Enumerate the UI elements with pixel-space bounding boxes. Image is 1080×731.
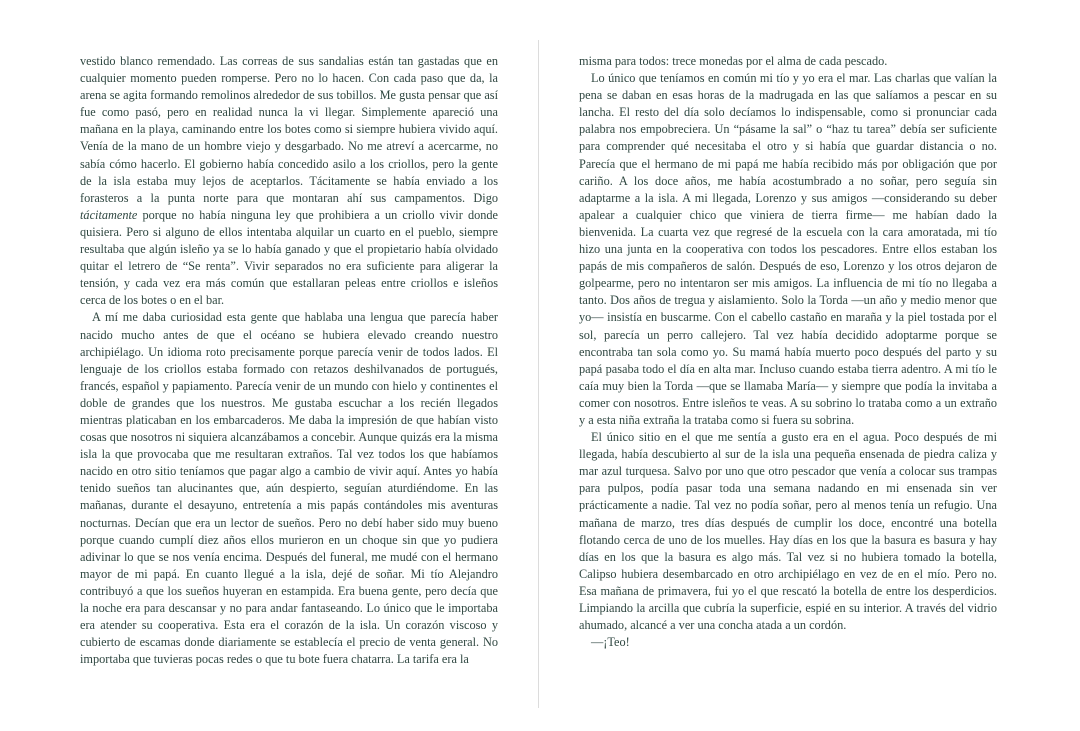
dialogue-line: —¡Teo! (591, 635, 630, 650)
paragraph-text: misma para todos: trece monedas por el alma de cada pescado. (579, 54, 888, 68)
paragraph-text: vestido blanco remendado. Las correas de sus sandalias están tan gastadas que en cualquier momento pueden romperse. Pero no lo hacen. Con cada paso que da, la arena se agita formando remolinos alrededor de sus tobillos. Me gusta pensar que así fue como pasó, pero en realidad nunca la vi llegar. Simplemente apareció una mañana en la playa, caminando entre los botes como si siempre hubiera vivido aquí. Venía de la mano de un hombre viejo y desgarbado. No me atreví a acercarme, no sabía cómo hacerlo. El gobierno había concedido asilo a los criollos, pero la gente de la isla estaba muy lejos de aceptarlos. Tácitamente se había enviado a los forasteros a la punta norte para que montaran ahí sus campamentos. Digo (80, 54, 498, 205)
left-page (80, 53, 498, 668)
right-paragraph-4 (579, 634, 997, 651)
right-page (579, 53, 997, 651)
paragraph-text: Lo único que teníamos en común mi tío y yo era el mar. Las charlas que valían la pena se daban en esas horas de la madrugada en las que salíamos a pescar en su lancha. El resto del día solo decíamos lo indispensable, como si pronunciar cada palabra nos empobreciera. Un “pásame la sal” o “haz tu tarea” debía ser suficiente para comprender qué necesitaba el otro y si había que guardar distancia o no. Parecía que el hermano de mi papá me había recibido más por obligación que por cariño. A los doce años, me había acostumbrado a no soñar, pero seguía sin adaptarme a la isla. A mi llegada, Lorenzo y sus amigos —considerando su deber apalear a cualquier chico que viniera de tierra firme— me habían dado la bienvenida. La cuarta vez que regresé de la escuela con la cara amoratada, mi tío hizo una junta en la cooperativa con todos los pescadores. Entre ellos estaban los papás de mis compañeros de salón. Después de eso, Lorenzo y los otros dejaron de golpearme, pero no intentaron ser mis amigos. La influencia de mi tío no llegaba a tanto. Dos años de tregua y aislamiento. Solo la Torda —un año y medio menor que yo— insistía en buscarme. Con el cabello castaño en maraña y la piel tostada por el sol, parecía un perro callejero. Tal vez había decidido adoptarme porque se encontraba tan sola como yo. Su mamá había muerto poco después del parto y su papá pasaba todo el día en alta mar. Incluso cuando estaba tierra adentro. A mi tío le caía muy bien la Torda —que se llamaba María— y siempre que podía la invitaba a comer con nosotros. Entre isleños te veas. A su sobrino lo trataba como a un extraño y a esta niña extraña la trataba como si fuera su sobrina. (579, 71, 997, 427)
page-gutter-divider (538, 40, 539, 708)
emphasized-word: tácitamente (80, 207, 138, 222)
left-paragraph-2 (80, 309, 498, 668)
right-paragraph-2 (579, 70, 997, 429)
left-paragraph-1 (80, 53, 498, 309)
paragraph-text: A mí me daba curiosidad esta gente que hablaba una lengua que parecía haber nacido mucho antes de que el océano se hubiera elevado creando nuestro archipiélago. Un idioma roto precisamente porque parecía venir de todos lados. El lenguaje de los criollos estaba formado con retazos deshilvanados de portugués, francés, español y papiamento. Parecía venir de un mundo con hielo y continentes el doble de grandes que los nuestros. Me gustaba escuchar a los recién llegados mientras platicaban en los embarcaderos. Me daba la impresión de que habían visto cosas que nosotros ni siquiera alcanzábamos a concebir. Aunque quizás era la misma isla la que provocaba que me resultaran extraños. Tal vez todos los que habíamos nacido en otro sitio teníamos que pagar algo a cambio de vivir aquí. Antes yo había tenido sueños tan alucinantes que, aún despierto, seguían aturdiéndome. En las mañanas, durante el desayuno, entretenía a mis papás contándoles mis aventuras nocturnas. Decían que era un lector de sueños. Pero no debí haber sido muy bueno porque cuando cumplí diez años ellos murieron en un choque sin que yo pudiera adivinar lo que se nos venía encima. Después del funeral, me mudé con el hermano mayor de mi papá. En cuanto llegué a la isla, dejé de soñar. Mi tío Alejandro contribuyó a que los sueños huyeran en estampida. Era buena gente, pero decía que la noche era para descansar y no para andar fantaseando. Lo único que le importaba era atender su cooperativa. Esta era el corazón de la isla. Un corazón viscoso y cubierto de escamas donde diariamente se establecía el precio de venta general. No importaba que tuvieras pocas redes o que tu bote fuera chatarra. La tarifa era la (80, 310, 498, 667)
paragraph-text: El único sitio en el que me sentía a gusto era en el agua. Poco después de mi llegada, había descubierto al sur de la isla una pequeña ensenada de piedra caliza y mar azul turquesa. Salvo por uno que otro pescador que venía a colocar sus trampas para pulpos, podía pasar toda una semana nadando en mi ensenada sin ver prácticamente a nadie. Tal vez no podía soñar, pero al menos tenía un refugio. Una mañana de marzo, tres días después de cumplir los doce, encontré una botella flotando cerca de uno de los muelles. Hay días en los que la basura es basura y hay días en los que la basura es algo más. Tal vez si no hubiera tomado la botella, Calipso hubiera desembarcado en otro archipiélago en vez de en el mío. Pero no. Esa mañana de primavera, fui yo el que rescató la botella de entre los desperdicios. Limpiando la arcilla que cubría la superficie, espié en su interior. A través del vidrio ahumado, alcancé a ver una concha atada a un cordón. (579, 430, 997, 633)
paragraph-text: porque no había ninguna ley que prohibiera a un criollo vivir donde quisiera. Pero si alguno de ellos intentaba alquilar un cuarto en el pueblo, siempre resultaba que algún isleño ya se lo había ganado y que el propietario había olvidado quitar el letrero de “Se renta”. Vivir separados no era suficiente para aligerar la tensión, y cada vez era más común que estallaran peleas entre criollos e isleños cerca de los botes o en el bar. (80, 207, 498, 308)
right-paragraph-3 (579, 429, 997, 634)
right-paragraph-1 (579, 53, 997, 70)
